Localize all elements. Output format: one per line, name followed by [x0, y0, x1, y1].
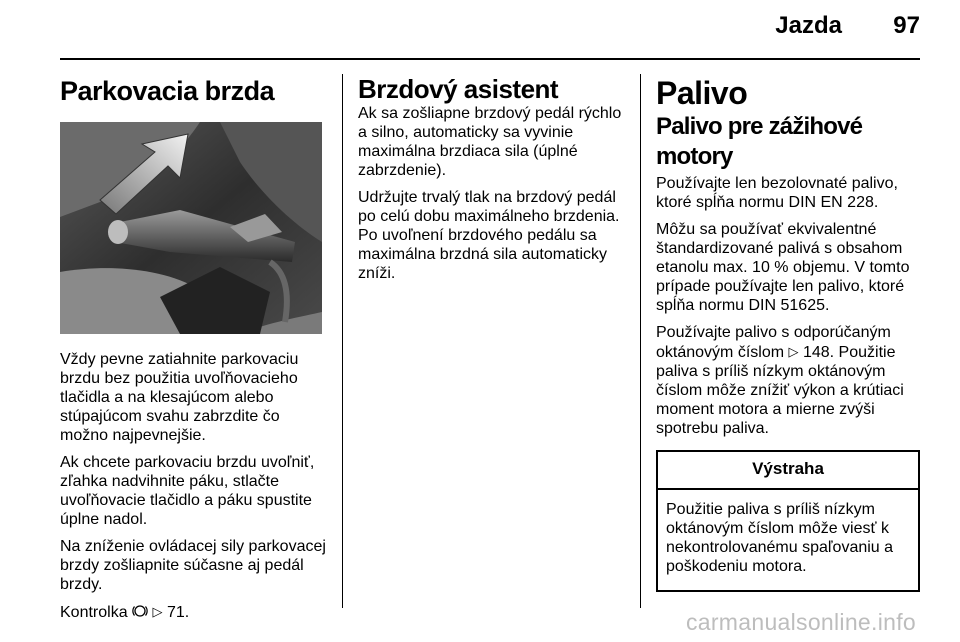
brake-warning-lamp-icon — [132, 603, 148, 619]
paragraph: Môžu sa používať ekvivalentné štandardizované palivá s obsahom etanolu max. 10 % objemu. V tomto prípade používajte len palivo, ktoré spĺňa normu DIN 51625. — [656, 221, 910, 314]
handbrake-illustration — [60, 122, 322, 334]
column-parking-brake — [60, 74, 328, 630]
page-reference-icon: ▷ — [152, 604, 163, 619]
paragraph: Udržujte trvalý tlak na brzdový pedál po celú dobu maximálneho brzdenia. Po uvoľnení brzdového pedálu sa maximálna brzdná sila automaticky zníži. — [358, 189, 620, 282]
octane-paragraph — [656, 323, 920, 438]
kontrolka-paragraph — [60, 602, 328, 622]
section-heading: Brzdový asistent — [358, 74, 559, 104]
header-rule — [60, 58, 920, 60]
watermark: carmanualsonline.info — [685, 609, 916, 635]
column-fuel — [656, 74, 920, 592]
warning-title: Výstraha — [658, 452, 918, 490]
paragraph: Ak sa zošliapne brzdový pedál rýchlo a silno, automaticky sa vyvinie maximálna brzdiaca sila (úplné zabrzdenie). — [358, 105, 622, 179]
paragraph: Na zníženie ovládacej sily parkovacej brzdy zošliapnite súčasne aj pedál brzdy. — [60, 538, 326, 593]
subsection-heading: Palivo pre zážihové motory — [656, 113, 863, 170]
page-reference-icon: ▷ — [788, 344, 799, 359]
warning-box — [656, 450, 920, 592]
column-divider — [342, 74, 343, 608]
section-heading: Palivo — [656, 75, 748, 111]
page-reference-text[interactable]: 148. Použitie paliva s príliš nízkym oktánovým číslom môže znížiť výkon a krútiaci moment motora a mierne zvýši spotrebu paliva. — [656, 344, 904, 437]
page-reference[interactable]: 71. — [166, 604, 190, 621]
paragraph: Vždy pevne zatiahnite parkovaciu brzdu bez použitia uvoľňovacieho tlačidla a na klesajúcom alebo stúpajúcom svahu zabrzdite čo možno najpevnejšie. — [60, 351, 299, 444]
chapter-title: Jazda — [775, 12, 842, 39]
warning-text: Použitie paliva s príliš nízkym oktánovým číslom môže viesť k nekontrolovanému spaľovaniu a poškodeniu motora. — [666, 501, 894, 575]
column-brake-assist — [358, 74, 628, 291]
section-heading: Parkovacia brzda — [60, 76, 275, 106]
paragraph: Ak chcete parkovaciu brzdu uvoľniť, zľahka nadvihnite páku, stlačte uvoľňovacie tlačidlo a páku spustite úplne nadol. — [60, 454, 315, 528]
kontrolka-label: Kontrolka — [60, 604, 128, 621]
column-divider — [640, 74, 641, 608]
paragraph-text: Používajte palivo s odporúčaným oktánovým číslom — [656, 324, 891, 361]
paragraph: Používajte len bezolovnaté palivo, ktoré spĺňa normu DIN EN 228. — [656, 175, 898, 211]
page-number: 97 — [893, 12, 920, 39]
